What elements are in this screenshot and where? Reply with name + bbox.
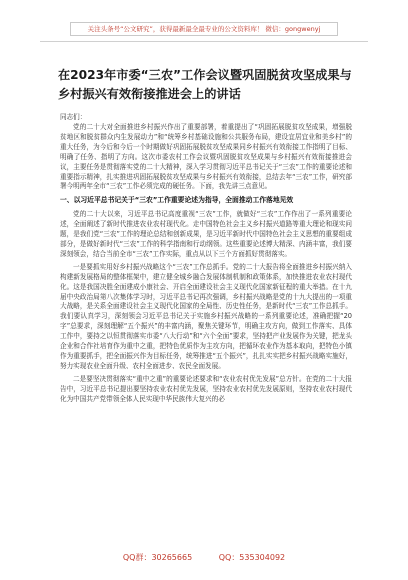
salutation: 同志们：: [60, 113, 87, 121]
footer-contacts: [0, 552, 408, 563]
body-paragraph: 党的二十大以来，习近平总书记高度重视“三农”工作，就做好“三农”工作作出了一系列重要论述，全面阐述了新时代推进农业农村现代化。走中国特色社会主义乡村振兴道路等重大理论和现实问题，是我们党“三农”工作的理论总结和创新成果，是习近平新时代中国特色社会主义思想的重要组成部分，是做好新时代“三农”工作的科学指南和行动纲领。这些重要论述博大精深、内涵丰富，我们要深刻领会，结合当前全市“三农”工作实际，重点从以下三个方面抓好贯彻落实。: [60, 210, 352, 258]
qq-group-text: QQ群：30265665: [122, 553, 193, 562]
document-title: 在2023年市委“三农”工作会议暨巩固脱贫攻坚成果与乡村振兴有效衔接推进会上的讲话: [58, 68, 352, 101]
body-paragraph: 一是要抓实用好乡村振兴战略这个“三农”工作总抓手。党的二十大报告将全面推进乡村振兴纳入构建新发展格局的整体框架中，建立健全城乡融合发展体制机制和政策体系，加快推进农业农村现代化。这是我国决胜全面建成小康社会、开启全面建设社会主义现代化国家新征程的重大举措。在十九届中央政治局第八次集体学习时，习近平总书记再次强调，乡村振兴战略是党的十九大提出的一项重大战略，是关系全面建设社会主义现代化国家的全局性、历史性任务，是新时代“三农”工作总抓手。我们要认真学习，深刻领会习近平总书记关于实施乡村振兴战略的一系列重要论述，准确把握“20字”总要求，深刻理解“五个振兴”的丰富内涵，聚焦关键环节，明确主攻方向，做到工作落实、具体工作中，要持之以恒贯彻落实市委“八大行动”和“六个全面”要求，坚持把产业发展作为关键，把龙头企业和合作社培育作为重中之重，把特色优质作为主攻方向，把循环农业作为基本取向，把特色小镇作为重要抓手，把全面振兴作为目标任务，统筹推进“五个振兴”，扎扎实实把乡村振兴战略实施好，努力实现农业全面升级、农村全面进步、农民全面发展。: [60, 262, 352, 370]
intro-paragraph: 党的二十大对全面推进乡村振兴作出了重要部署，着重提出了“巩固拓展脱贫攻坚成果，增强脱贫地区和脱贫群众内生发展动力”和“统筹乡村基础设施和公共服务布局，建设宜居宜业和美乡村”的重大任务，为今后和今后一个时期做好巩固拓展脱贫攻坚成果同乡村振兴有效衔接工作指明了目标、明确了任务、指明了方向。这次市委农村工作会议暨巩固脱贫攻坚成果与乡村振兴有效衔接推进会议，主要任务是贯彻落实党的二十大精神，深入学习贯彻习近平总书记关于“三农”工作的重要论述和重要指示精神，扎实推进巩固拓展脱贫攻坚成果与乡村振兴有效衔接，总结去年“三农”工作，研究部署今明两年全市“三农”工作必须完成的硬任务。下面，我先讲三点意见。: [60, 123, 352, 191]
document-body: [60, 123, 352, 543]
section-heading: 一、以习近平总书记关于“三农”工作重要论述为指导，全面推动工作落地见效: [60, 196, 294, 205]
promo-banner: 关注头条号“公文研究”，获得最新最全最专业的公文资料库！ 微信：gongwenyj: [70, 22, 338, 36]
qq-text: QQ：535304092: [218, 553, 286, 562]
body-paragraph: 二是要坚决贯彻落实“重中之重”的重要论述要求和“农业农村优先发展”总方针。在党的二十大报告中，习近平总书记提出要坚持农业农村优先发展，坚持农业农村优先发展原则，坚持农业农村现代化为中国共产党带领全体人民实现中华民族伟大复兴的必: [60, 374, 352, 403]
header-divider: [40, 41, 368, 42]
